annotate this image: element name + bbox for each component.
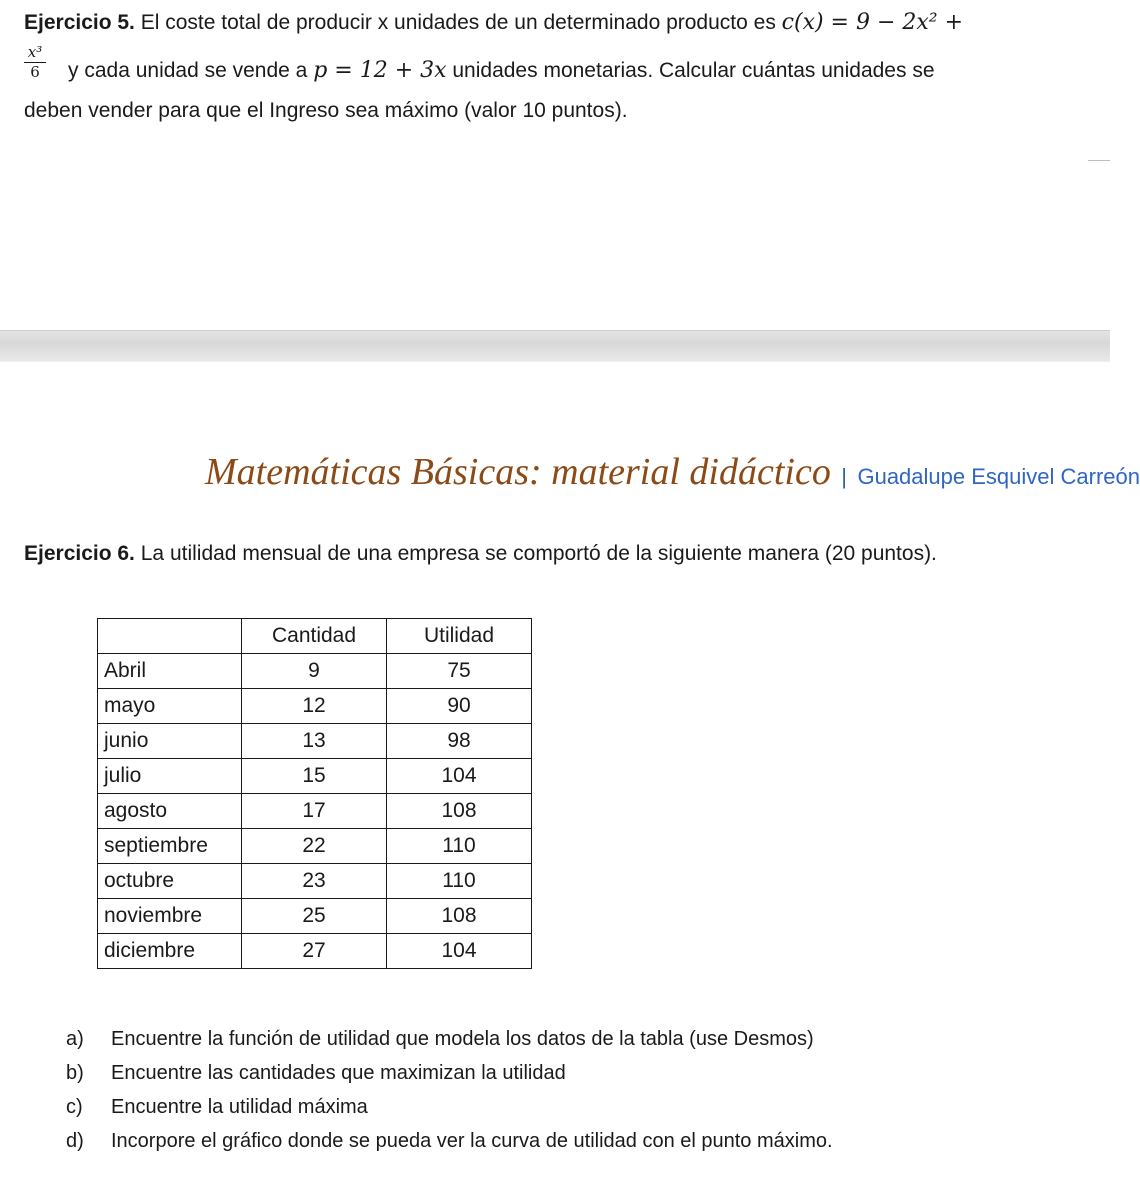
profit-cell: 98 (387, 724, 532, 759)
price-formula: p = 12 + 3x (313, 58, 447, 83)
table-row (98, 829, 532, 864)
task-label: d) (66, 1130, 84, 1152)
task-text: Encuentre la función de utilidad que modela los datos de la tabla (use Desmos) (111, 1028, 814, 1050)
cost-fraction (24, 44, 46, 81)
quantity-cell: 12 (242, 689, 387, 724)
exercise5-title: Ejercicio 5. (24, 11, 135, 34)
page-top (0, 0, 1110, 330)
header-author: Guadalupe Esquivel Carreón (857, 464, 1140, 489)
quantity-cell: 23 (242, 864, 387, 899)
profit-cell: 75 (387, 654, 532, 689)
exercise5-line3: deben vender para que el Ingreso sea máximo (valor 10 puntos). (24, 99, 628, 122)
month-cell: julio (98, 759, 242, 794)
cost-formula: c(x) = 9 − 2x² + (781, 10, 964, 35)
month-cell: mayo (98, 689, 242, 724)
price-intro: y cada unidad se vende a (68, 59, 308, 82)
quantity-cell: 25 (242, 899, 387, 934)
profit-cell: 110 (387, 829, 532, 864)
month-cell: agosto (98, 794, 242, 829)
price-outro: unidades monetarias. Calcular cuántas unidades se (452, 59, 935, 82)
month-cell: diciembre (98, 934, 242, 969)
task-label: a) (66, 1028, 84, 1050)
table-row (98, 794, 532, 829)
header-title: Matemáticas Básicas: material didáctico (205, 451, 831, 493)
exercise6-statement (24, 542, 937, 566)
month-cell: junio (98, 724, 242, 759)
task-list (66, 1022, 833, 1158)
quantity-cell: 9 (242, 654, 387, 689)
task-label: c) (66, 1096, 83, 1118)
list-item (66, 1090, 833, 1124)
exercise5-text: El coste total de producir x unidades de un determinado producto es (140, 11, 776, 34)
quantity-cell: 15 (242, 759, 387, 794)
list-item (66, 1022, 833, 1056)
profit-cell: 104 (387, 759, 532, 794)
month-cell: octubre (98, 864, 242, 899)
page-rule (1088, 160, 1110, 161)
month-cell: septiembre (98, 829, 242, 864)
header-separator: | (841, 464, 848, 489)
quantity-cell: 22 (242, 829, 387, 864)
quantity-cell: 27 (242, 934, 387, 969)
profit-cell: 110 (387, 864, 532, 899)
list-item (66, 1056, 833, 1090)
list-item (66, 1124, 833, 1158)
exercise6-text: La utilidad mensual de una empresa se comportó de la siguiente manera (20 puntos). (140, 542, 937, 565)
document-header (205, 450, 1140, 494)
profit-cell: 104 (387, 934, 532, 969)
quantity-cell: 13 (242, 724, 387, 759)
table-row (98, 934, 532, 969)
header-cantidad: Cantidad (242, 619, 387, 654)
month-cell: Abril (98, 654, 242, 689)
exercise6-title: Ejercicio 6. (24, 542, 135, 565)
page-separator (0, 330, 1110, 362)
table-row (98, 759, 532, 794)
exercise5-line2 (68, 58, 935, 84)
table-row (98, 689, 532, 724)
task-text: Incorpore el gráfico donde se pueda ver la curva de utilidad con el punto máximo. (111, 1130, 833, 1152)
exercise5-line1 (24, 10, 963, 36)
profit-cell: 108 (387, 899, 532, 934)
table-row (98, 724, 532, 759)
table-header-row (98, 619, 532, 654)
table-row (98, 864, 532, 899)
task-label: b) (66, 1062, 84, 1084)
fraction-denominator: 6 (30, 63, 40, 81)
task-text: Encuentre las cantidades que maximizan la utilidad (111, 1062, 566, 1084)
profit-table (97, 618, 532, 969)
header-utilidad: Utilidad (387, 619, 532, 654)
header-empty (98, 619, 242, 654)
month-cell: noviembre (98, 899, 242, 934)
fraction-numerator: x³ (27, 43, 43, 61)
table-row (98, 654, 532, 689)
profit-cell: 90 (387, 689, 532, 724)
task-text: Encuentre la utilidad máxima (111, 1096, 368, 1118)
table-row (98, 899, 532, 934)
profit-cell: 108 (387, 794, 532, 829)
quantity-cell: 17 (242, 794, 387, 829)
